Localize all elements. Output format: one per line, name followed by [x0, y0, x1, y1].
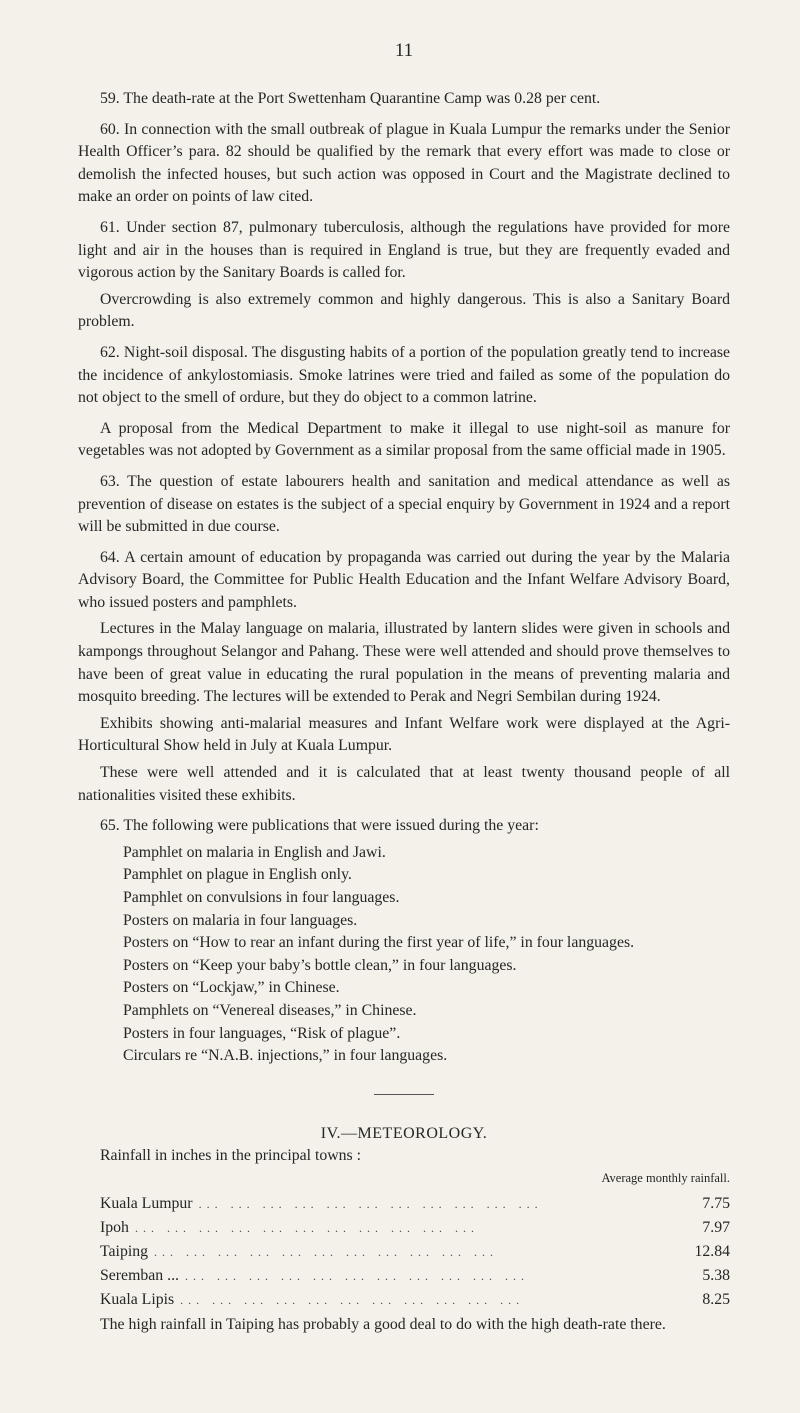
paragraph-60: 60. In connection with the small outbreak of plague in Kuala Lumpur the remarks under the Senior Health Officer’s para. 82 should be qualified by the remark that every effort was made to close or demolish the infected houses, but such action was opposed in Court and the Magistrate declined to make an order on points of law cited.	[78, 120, 730, 206]
town-name: Seremban ...	[100, 1266, 179, 1284]
town-name: Taiping	[100, 1242, 149, 1260]
paragraph-59: 59. The death-rate at the Port Swettenham Quarantine Camp was 0.28 per cent.	[100, 90, 601, 107]
rainfall-row	[78, 1192, 730, 1216]
rainfall-row	[78, 1216, 730, 1240]
publication-item: Posters on “Keep your baby’s bottle clean,” in four languages.	[123, 956, 517, 974]
paragraph-64-lectures: Lectures in the Malay language on malaria, illustrated by lantern slides were given in schools and kampongs throughout Selangor and Pahang. These were well attended and should prove themselves to have been of great value in educating the rural population in the means of preventing malaria and mosquito breeding. The lectures will be extended to Perak and Negri Sembilan during 1924.	[78, 620, 730, 706]
publication-item: Pamphlet on convulsions in four languages.	[123, 889, 400, 906]
paragraph-64-exhibits: Exhibits showing anti-malarial measures and Infant Welfare work were displayed at the Agri-Horticultural Show held in July at Kuala Lumpur.	[78, 714, 730, 755]
publication-item: Pamphlet on malaria in English and Jawi.	[123, 843, 386, 861]
paragraph-63: 63. The question of estate labourers health and sanitation and medical attendance as well as prevention of disease on estates is the subject of a special enquiry by Government in 1924 and a report will be submitted in due course.	[78, 472, 730, 536]
rainfall-value: 5.38	[702, 1266, 730, 1284]
rainfall-value: 7.75	[702, 1194, 730, 1212]
leader-dots: ... ... ... ... ... ... ... ... ... ... ...	[198, 1196, 543, 1211]
publication-item: Pamphlet on plague in English only.	[123, 866, 352, 884]
town-name: Kuala Lumpur	[100, 1194, 193, 1212]
section-divider	[374, 1094, 434, 1095]
paragraph-62-proposal: A proposal from the Medical Department to make it illegal to use night-soil as manure for vegetables was not adopted by Government as a similar proposal from the same official made in 1905.	[78, 419, 730, 460]
rainfall-row	[78, 1264, 730, 1288]
leader-dots: ... ... ... ... ... ... ... ... ... ... ...	[180, 1292, 525, 1307]
publication-item: Pamphlets on “Venereal diseases,” in Chinese.	[123, 1001, 417, 1019]
page-number: 11	[394, 40, 414, 61]
leader-dots: ... ... ... ... ... ... ... ... ... ... ...	[134, 1220, 479, 1235]
publication-item: Posters on malaria in four languages.	[123, 911, 358, 929]
rainfall-intro: Rainfall in inches in the principal towns :	[100, 1146, 362, 1164]
rainfall-column-header: Average monthly rainfall.	[601, 1170, 730, 1185]
leader-dots: ... ... ... ... ... ... ... ... ... ... ...	[184, 1268, 529, 1283]
publication-item: Posters on “How to rear an infant during the first year of life,” in four languages.	[123, 934, 635, 952]
publication-item: Circulars re “N.A.B. injections,” in four languages.	[123, 1047, 448, 1065]
rainfall-row	[78, 1288, 730, 1312]
town-name: Kuala Lipis	[100, 1290, 175, 1308]
publication-item: Posters on “Lockjaw,” in Chinese.	[123, 979, 340, 997]
paragraph-62: 62. Night-soil disposal. The disgusting habits of a portion of the population greatly tend to increase the incidence of ankylostomiasis. Smoke latrines were tried and failed as some of the population do not object to the smell of ordure, but they do object to a common latrine.	[78, 343, 730, 407]
paragraph-61-overcrowding: Overcrowding is also extremely common and highly dangerous. This is also a Sanitary Board problem.	[78, 290, 730, 331]
rainfall-value: 8.25	[702, 1290, 730, 1308]
rainfall-closing-note: The high rainfall in Taiping has probably a good deal to do with the high death-rate there.	[100, 1315, 666, 1333]
paragraph-64-attendance: These were well attended and it is calculated that at least twenty thousand people of all nationalities visited these exhibits.	[78, 764, 730, 804]
publication-item: Posters in four languages, “Risk of plague”.	[123, 1024, 401, 1042]
rainfall-value: 7.97	[702, 1218, 730, 1236]
publications-list	[78, 842, 730, 1068]
leader-dots: ... ... ... ... ... ... ... ... ... ... ...	[154, 1244, 499, 1259]
rainfall-row	[78, 1240, 730, 1264]
meteorology-heading: IV.—METEOROLOGY.	[320, 1124, 488, 1142]
rainfall-value: 12.84	[694, 1242, 730, 1260]
paragraph-65: 65. The following were publications that were issued during the year:	[100, 817, 539, 835]
town-name: Ipoh	[100, 1218, 129, 1236]
paragraph-64: 64. A certain amount of education by propaganda was carried out during the year by the Malaria Advisory Board, the Committee for Public Health Education and the Infant Welfare Advisory Board, who issued posters and pamphlets.	[78, 548, 730, 611]
rainfall-table	[78, 1192, 730, 1312]
paragraph-61: 61. Under section 87, pulmonary tuberculosis, although the regulations have provided for more light and air in the houses than is required in England is true, but they are frequently evaded and vigorous action by the Sanitary Boards is called for.	[78, 218, 730, 282]
